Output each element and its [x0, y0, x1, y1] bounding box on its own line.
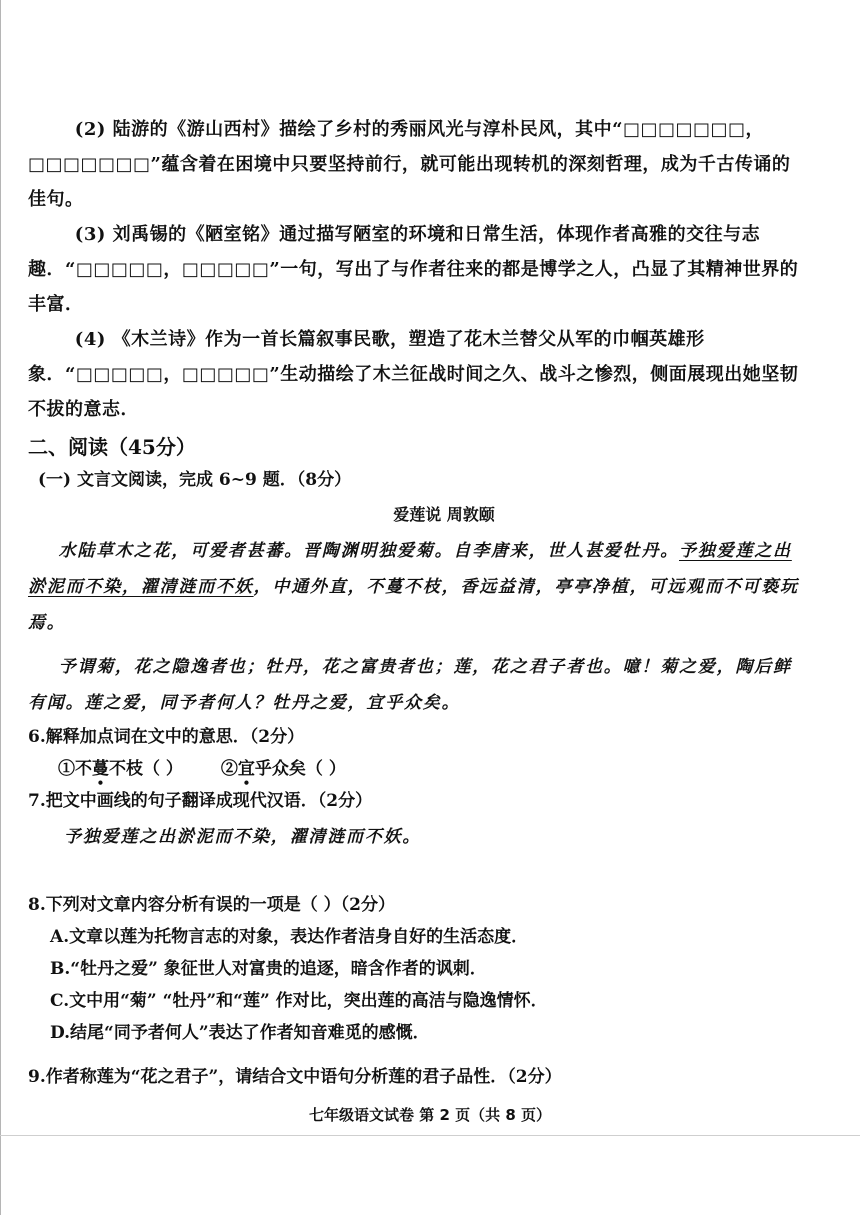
passage-paragraph-1 — [28, 533, 800, 641]
question-6-item-b: ②宜乎众矣（ ） — [220, 759, 346, 779]
exam-page — [28, 112, 800, 1093]
passage-p1-text-b: ，中通外直，不蔓不枝，香远益清，亭亭净植，可远观而不可亵玩焉。 — [28, 577, 799, 633]
question-6: 6.解释加点词在文中的意思．（2分） — [28, 727, 305, 747]
question-8-option-b: B.“牡丹之爱” 象征世人对富贵的追逐，暗含作者的讽刺． — [50, 959, 487, 979]
fill-in-item-2: (2) 陆游的《游山西村》描绘了乡村的秀丽风光与淳朴民风，其中“□□□□□□□，□□□□□□□”蕴含着在困境中只要坚持前行，就可能出现转机的深刻哲理，成为千古传诵的佳句。 — [28, 119, 791, 210]
passage-title: 爱莲说 周敦颐 — [393, 505, 495, 524]
fill-in-item-4: (4) 《木兰诗》作为一首长篇叙事民歌，塑造了花木兰替父从军的巾帼英雄形象．“□□□□□，□□□□□”生动描绘了木兰征战时间之久、战斗之惨烈，侧面展现出她坚韧不拔的意志． — [28, 329, 799, 420]
question-6-item-a: ①不蔓不枝（ ） — [58, 759, 183, 779]
passage-p1-text-a: 水陆草木之花，可爱者甚蕃。晋陶渊明独爱菊。自李唐来，世人甚爱牡丹。 — [58, 541, 679, 561]
dotted-word-yi: 宜 — [237, 759, 255, 779]
question-8-option-c: C.文中用“菊” “牡丹”和“莲” 作对比，突出莲的高洁与隐逸情怀． — [50, 991, 548, 1011]
page-bottom-rule — [0, 1135, 860, 1136]
question-7-sentence: 予独爱莲之出淤泥而不染，濯清涟而不妖。 — [64, 827, 422, 847]
section-heading-reading: 二、阅读（45分） — [28, 435, 196, 459]
question-9: 9.作者称莲为“花之君子”，请结合文中语句分析莲的君子品性．（2分） — [28, 1067, 562, 1087]
section-part1-title: (一) 文言文阅读，完成 6~9 题．（8分） — [38, 470, 352, 490]
question-7: 7.把文中画线的句子翻译成现代汉语．（2分） — [28, 791, 373, 811]
page-footer: 七年级语文试卷 第 2 页（共 8 页） — [309, 1106, 551, 1124]
question-8: 8.下列对文章内容分析有误的一项是（ ）（2分） — [28, 895, 395, 915]
fill-in-item-3: (3) 刘禹锡的《陋室铭》通过描写陋室的环境和日常生活，体现作者高雅的交往与志趣．“□□□□□，□□□□□”一句，写出了与作者往来的都是博学之人，凸显了其精神世界的丰富． — [28, 224, 799, 315]
question-8-option-a: A.文章以莲为托物言志的对象，表达作者洁身自好的生活态度． — [50, 927, 529, 947]
passage-paragraph-2: 予谓菊，花之隐逸者也；牡丹，花之富贵者也；莲，花之君子者也。噫！菊之爱，陶后鲜有闻。莲之爱，同予者何人？牡丹之爱，宜乎众矣。 — [28, 657, 792, 713]
dotted-word-man: 蔓 — [92, 759, 109, 779]
page-edge-line — [0, 0, 1, 1215]
question-8-option-d: D.结尾“同予者何人”表达了作者知音难觅的感慨． — [50, 1023, 430, 1043]
question-6-items — [28, 753, 800, 785]
underlined-sentence: 予独爱莲之出淤泥而不染，濯清涟而不妖 — [28, 541, 792, 597]
